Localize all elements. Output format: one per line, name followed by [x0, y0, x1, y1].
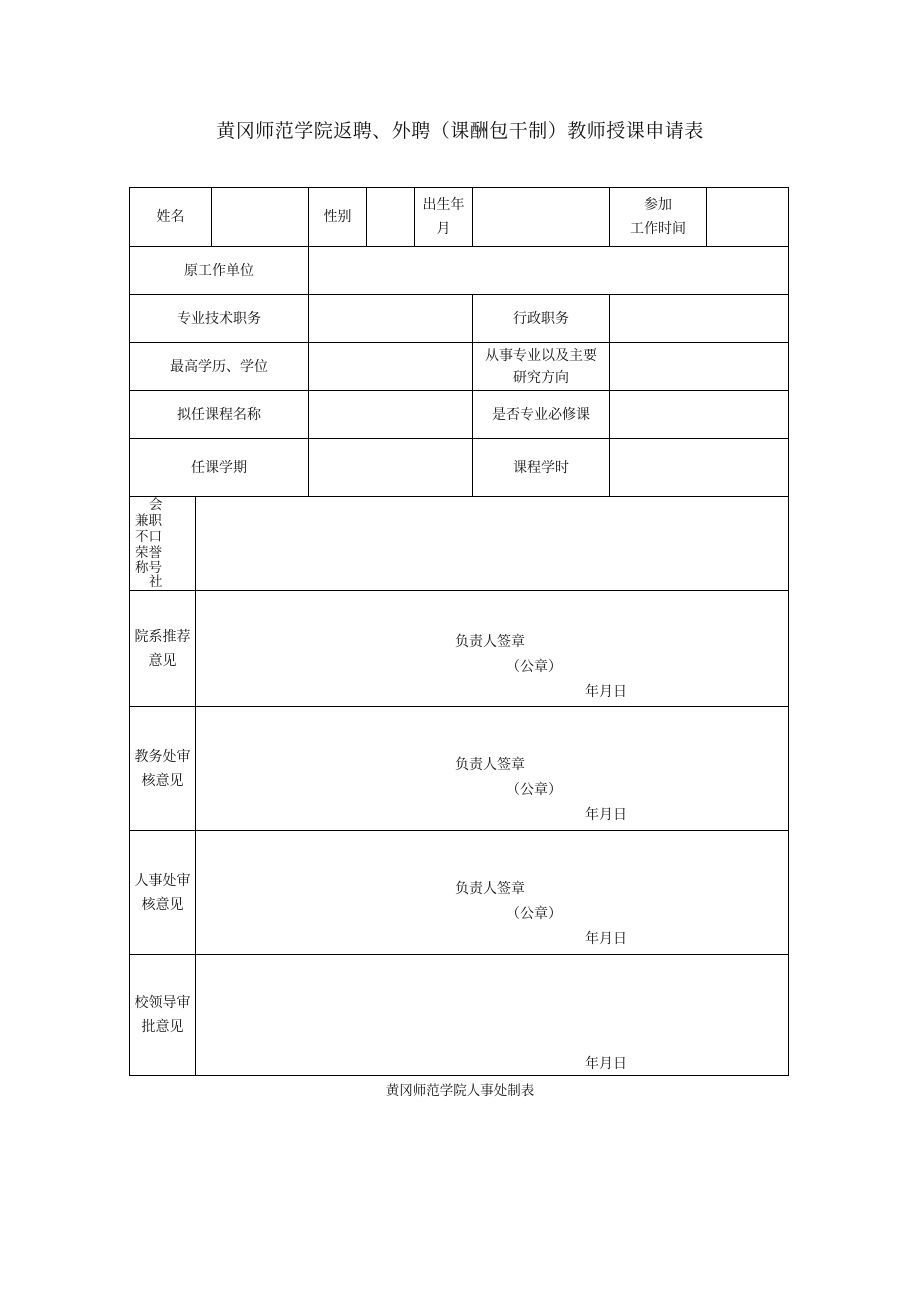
honor-label-char: 会 [149, 497, 163, 513]
major-label [473, 343, 609, 390]
honor-label-char: 称号 [135, 560, 162, 576]
semester-input[interactable] [309, 439, 472, 496]
dept-opinion-label-line-1: 院系推荐 [134, 628, 191, 645]
hr-signature-label: 负责人签章 [455, 881, 525, 897]
honor-label-char: 社 [149, 574, 163, 590]
admin-post-label: 行政职务 [513, 310, 569, 327]
dept-opinion-label [130, 591, 195, 706]
semester-label: 任课学期 [191, 459, 247, 476]
name-label: 姓名 [156, 209, 185, 225]
birth-date-input[interactable] [473, 188, 609, 246]
honor-label-char: 荣誉 [135, 545, 162, 561]
hr-opinion-label [130, 831, 195, 954]
academic-seal-label: （公章） [506, 782, 562, 798]
required-course-label: 是否专业必修课 [492, 406, 590, 423]
education-label: 最高学历、学位 [170, 358, 268, 375]
major-label-line-2: 研究方向 [513, 369, 569, 386]
leader-opinion-input[interactable] [196, 955, 788, 1075]
major-input[interactable] [610, 343, 788, 390]
name-input[interactable] [212, 188, 308, 246]
hr-seal-label: （公章） [506, 906, 562, 922]
work-start-label-line-1: 参加 [644, 197, 672, 213]
dept-seal-label: （公章） [506, 659, 562, 675]
course-name-input[interactable] [309, 391, 472, 438]
dept-opinion-label-line-2: 意见 [148, 652, 177, 669]
hr-opinion-label-line-2: 核意见 [141, 896, 184, 913]
birth-date-label-line-1: 出生年 [422, 197, 465, 213]
leader-date-label: 年月日 [585, 1056, 627, 1072]
academic-opinion-label [130, 707, 195, 830]
leader-opinion-label [130, 955, 195, 1075]
admin-post-input[interactable] [610, 295, 788, 342]
hours-label: 课程学时 [513, 459, 569, 476]
original-unit-input[interactable] [309, 247, 788, 294]
hr-opinion-label-line-1: 人事处审 [134, 872, 191, 889]
major-label-line-1: 从事专业以及主要 [485, 347, 597, 364]
education-input[interactable] [309, 343, 472, 390]
birth-date-label-line-2: 月 [436, 221, 451, 237]
academic-signature-label: 负责人签章 [455, 757, 525, 773]
work-start-input[interactable] [707, 188, 788, 246]
academic-date-label: 年月日 [585, 807, 627, 823]
leader-opinion-label-line-2: 批意见 [141, 1019, 184, 1035]
dept-date-label: 年月日 [585, 684, 627, 700]
hours-input[interactable] [610, 439, 788, 496]
prof-title-input[interactable] [309, 295, 472, 342]
honor-label-char: 不口 [135, 529, 162, 545]
gender-input[interactable] [367, 188, 414, 246]
honor-label-char: 兼职 [135, 513, 162, 529]
work-start-label-line-2: 工作时间 [630, 221, 686, 237]
academic-opinion-label-line-1: 教务处审 [134, 748, 191, 765]
work-start-label [610, 188, 706, 246]
dept-signature-label: 负责人签章 [455, 634, 525, 650]
form-border-right [788, 187, 789, 1076]
footer-note: 黄冈师范学院人事处制表 [385, 1083, 535, 1099]
required-course-input[interactable] [610, 391, 788, 438]
course-name-label: 拟任课程名称 [177, 406, 261, 423]
leader-opinion-label-line-1: 校领导审 [134, 995, 191, 1011]
birth-date-label [415, 188, 472, 246]
prof-title-label: 专业技术职务 [177, 310, 261, 327]
honor-parttime-input[interactable] [196, 497, 788, 590]
original-unit-label: 原工作单位 [184, 262, 254, 279]
form-border-bottom [129, 1075, 789, 1076]
page-title: 黄冈师范学院返聘、外聘（课酬包干制）教师授课申请表 [216, 120, 704, 142]
hr-date-label: 年月日 [585, 931, 627, 947]
gender-label: 性别 [323, 209, 352, 225]
honor-parttime-label [131, 497, 195, 589]
academic-opinion-label-line-2: 核意见 [141, 772, 184, 789]
